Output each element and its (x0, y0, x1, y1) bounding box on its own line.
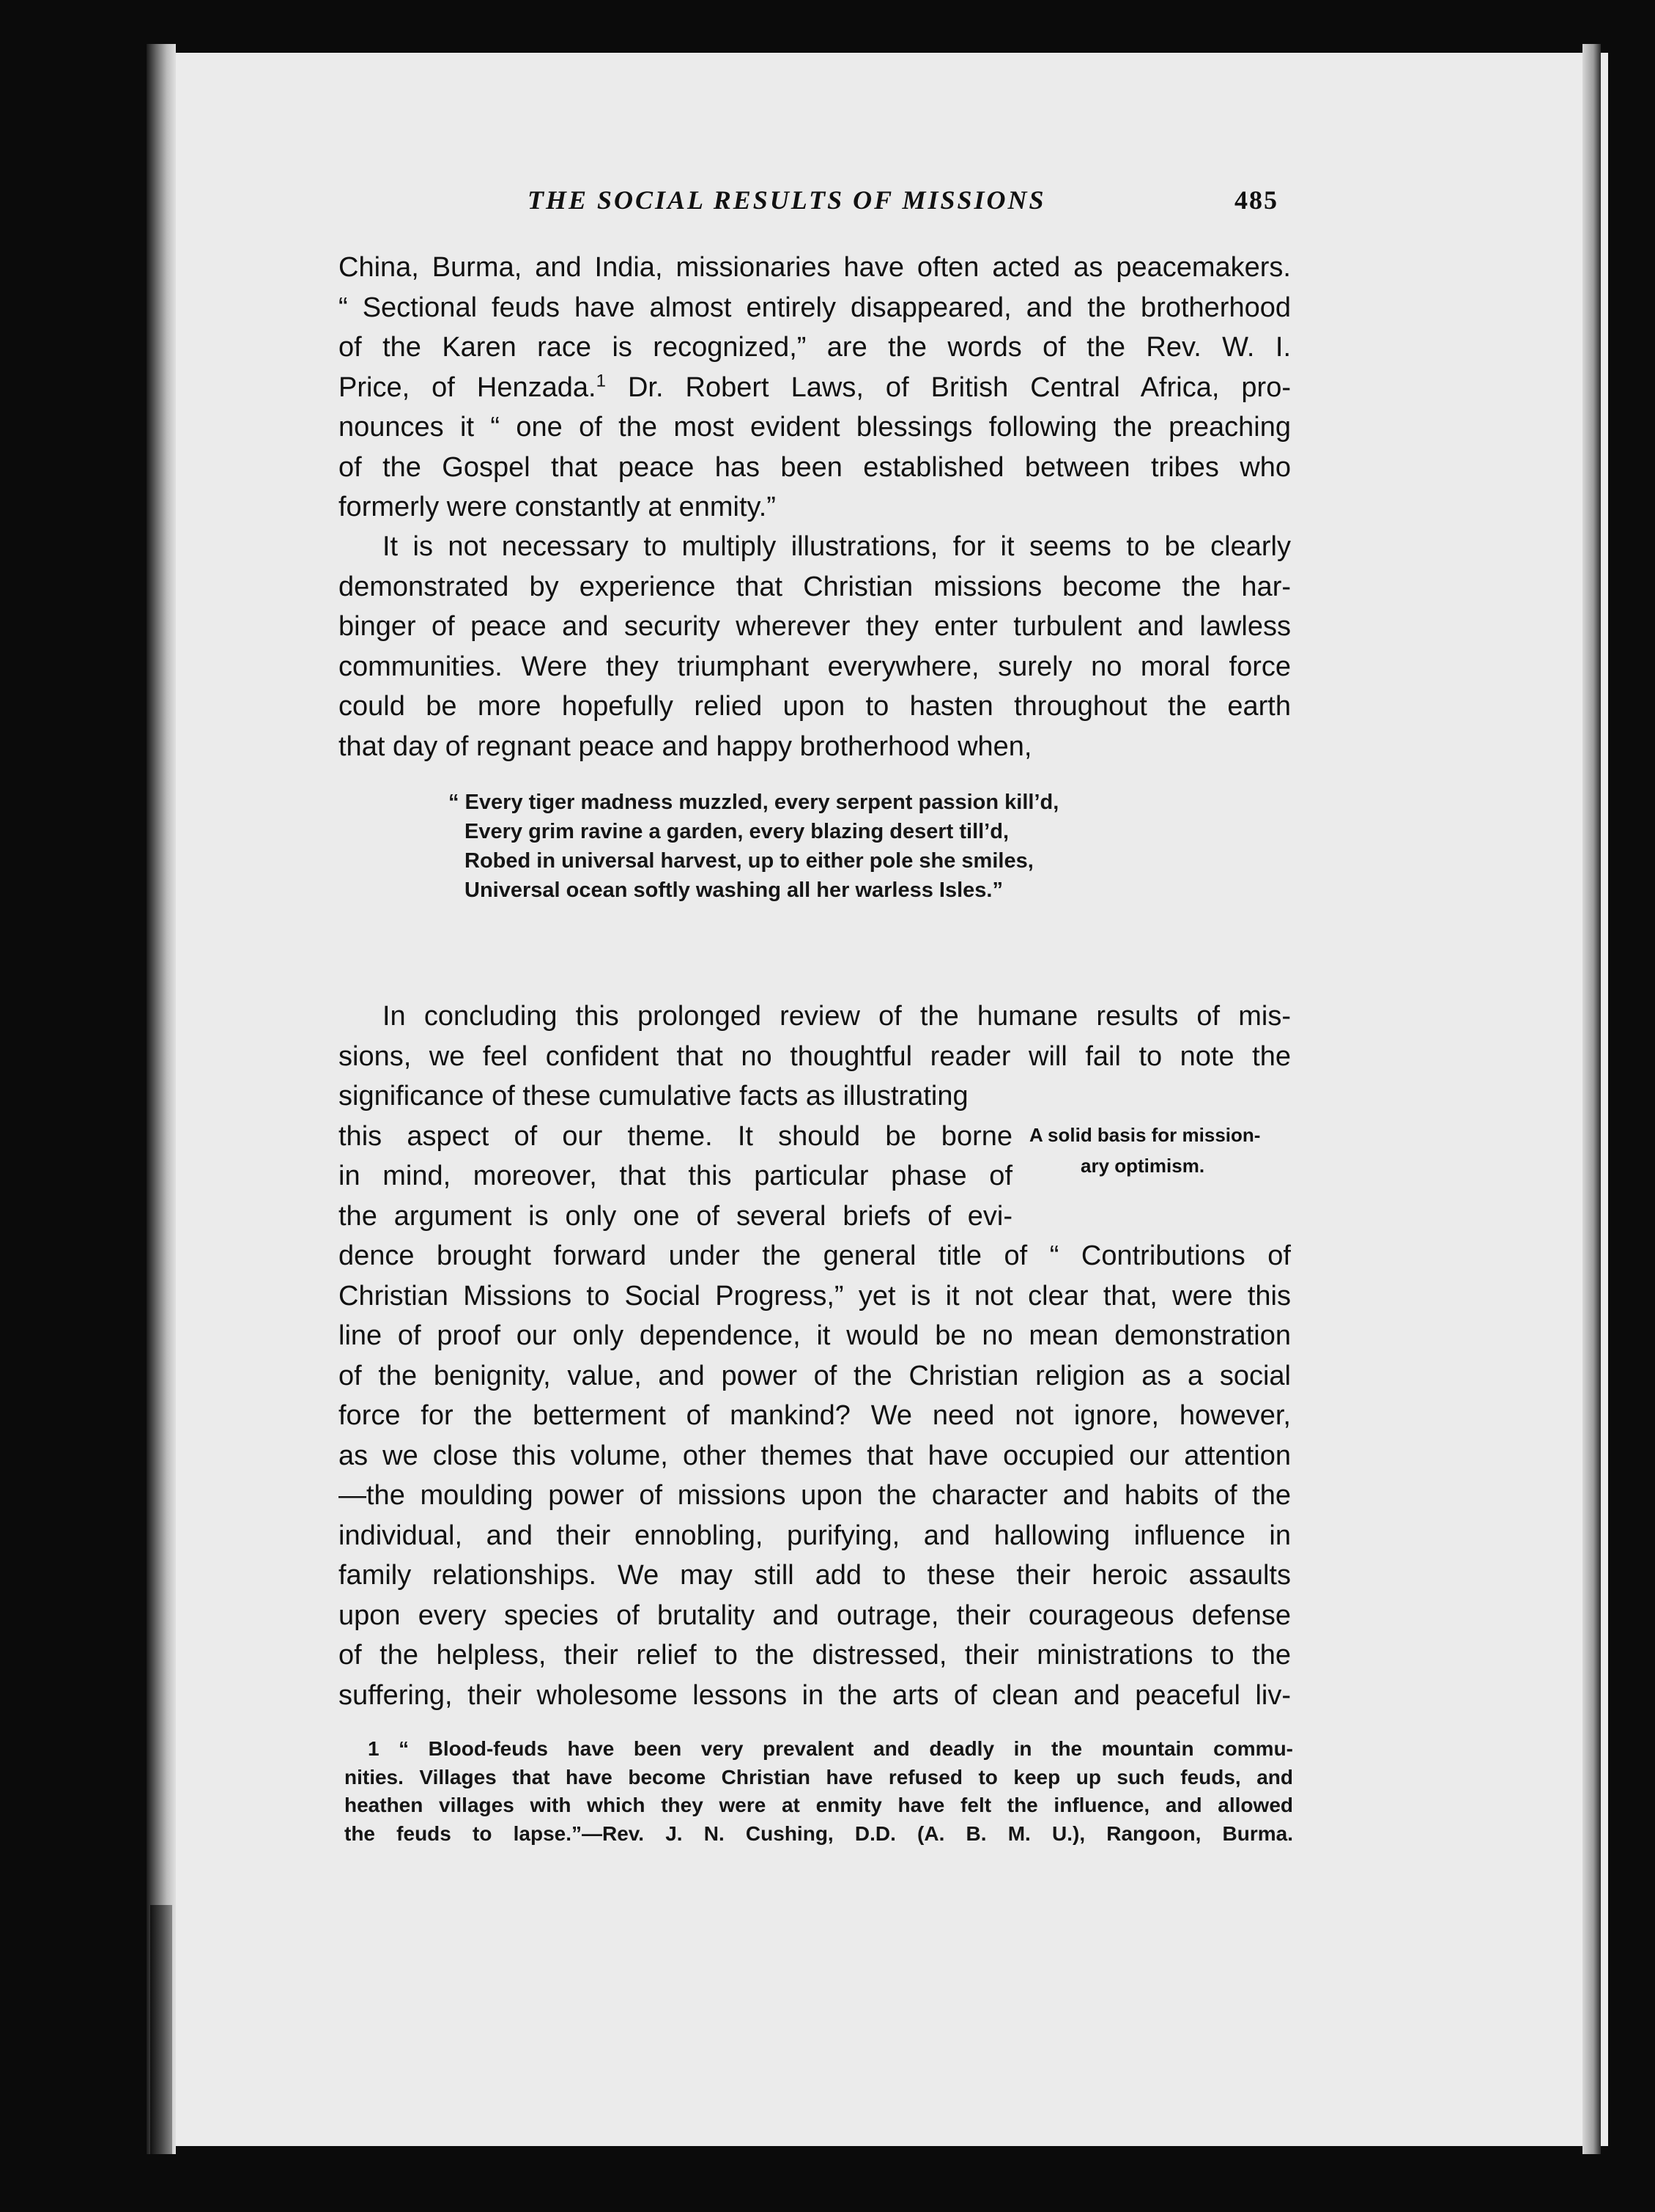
verse-quotation (448, 788, 1144, 905)
verse-line: Every grim ravine a garden, every blazing desert till’d, (464, 820, 1010, 843)
text-line: “ Sectional feuds have almost entirely disappeared, and the brotherhood (338, 292, 1291, 323)
running-title: THE SOCIAL RESULTS OF MISSIONS (527, 185, 1046, 215)
paragraph-1 (338, 248, 1291, 528)
text-line: upon every species of brutality and outrage, their courageous defense (338, 1599, 1291, 1631)
text-line: demonstrated by experience that Christian missions become the har- (338, 571, 1291, 602)
text-line: of the Karen race is recognized,” are the words of the Rev. W. I. (338, 332, 1291, 363)
sidenote-line: A solid basis for mission- (1029, 1124, 1261, 1146)
text-line: individual, and their ennobling, purifying, and hallowing influence in (338, 1520, 1291, 1551)
text-line: Christian Missions to Social Progress,” yet is it not clear that, were this (338, 1280, 1291, 1312)
text-line: dence brought forward under the general title of “ Contributions of (338, 1240, 1291, 1271)
footnote (344, 1735, 1293, 1848)
text-line: of the benignity, value, and power of the Christian religion as a social (338, 1360, 1291, 1391)
text-line: suffering, their wholesome lessons in the arts of clean and peaceful liv- (338, 1679, 1291, 1711)
text-line: could be more hopefully relied upon to hasten throughout the earth (338, 691, 1291, 722)
text-line: line of proof our only dependence, it would be no mean demonstration (338, 1320, 1291, 1351)
verse-line: “ Every tiger madness muzzled, every serpent passion kill’d, (448, 791, 1059, 814)
verse-line: Universal ocean softly washing all her warless Isles.” (464, 878, 1003, 902)
text-line: in mind, moreover, that this particular phase of (338, 1161, 1012, 1191)
text-line (338, 368, 1291, 408)
book-spine-dark-edge (150, 1905, 172, 2154)
verse-line: Robed in universal harvest, up to either pole she smiles, (464, 849, 1034, 873)
text-line: this aspect of our theme. It should be borne (338, 1120, 1012, 1152)
text-fragment: Dr. Robert Laws, of British Central Africa, pro- (605, 371, 1292, 403)
footnote-reference: 1 (596, 370, 606, 391)
margin-sidenote (1029, 1120, 1308, 1181)
text-line: force for the betterment of mankind? We need not ignore, however, (338, 1400, 1291, 1431)
text-line: It is not necessary to multiply illustrations, for it seems to be clearly (382, 531, 1291, 562)
text-line: formerly were constantly at enmity.” (338, 492, 776, 522)
text-line: In concluding this prolonged review of the humane results of mis- (382, 1001, 1291, 1032)
text-line: the argument is only one of several briefs of evi- (338, 1200, 1012, 1232)
paragraph-2 (338, 527, 1291, 766)
footnote-line: the feuds to lapse.”—Rev. J. N. Cushing, D.D. (A. B. M. U.), Rangoon, Burma. (344, 1821, 1293, 1845)
footnote-line: 1 “ Blood-feuds have been very prevalent and deadly in the mountain commu- (368, 1737, 1293, 1760)
text-line: nounces it “ one of the most evident blessings following the preaching (338, 412, 1291, 443)
paragraph-3 (338, 996, 1291, 1715)
text-fragment: Price, of Henzada. (338, 371, 596, 403)
footnote-line: nities. Villages that have become Christian have refused to keep up such feuds, and (344, 1765, 1293, 1789)
footnote-line: heathen villages with which they were at enmity have felt the influence, and allowed (344, 1794, 1293, 1816)
text-line: binger of peace and security wherever they enter turbulent and lawless (338, 611, 1291, 642)
text-line: that day of regnant peace and happy brotherhood when, (338, 730, 1032, 762)
text-line: communities. Were they triumphant everywhere, surely no moral force (338, 651, 1291, 682)
sidenote-line: ary optimism. (1081, 1155, 1205, 1177)
text-line: of the helpless, their relief to the distressed, their ministrations to the (338, 1640, 1291, 1671)
text-line: —the moulding power of missions upon the character and habits of the (338, 1480, 1291, 1511)
text-line: sions, we feel confident that no thoughtful reader will fail to note the (338, 1040, 1291, 1072)
text-line: significance of these cumulative facts as illustrating (338, 1081, 969, 1111)
text-line: as we close this volume, other themes that have occupied our attention (338, 1440, 1291, 1471)
page-number: 485 (1234, 185, 1278, 215)
page-right-edge-shadow (1582, 44, 1601, 2154)
text-line: China, Burma, and India, missionaries have often acted as peacemakers. (338, 252, 1291, 283)
book-spine-shadow (147, 44, 176, 2154)
text-line: of the Gospel that peace has been established between tribes who (338, 451, 1291, 483)
text-line: family relationships. We may still add to these their heroic assaults (338, 1560, 1291, 1591)
